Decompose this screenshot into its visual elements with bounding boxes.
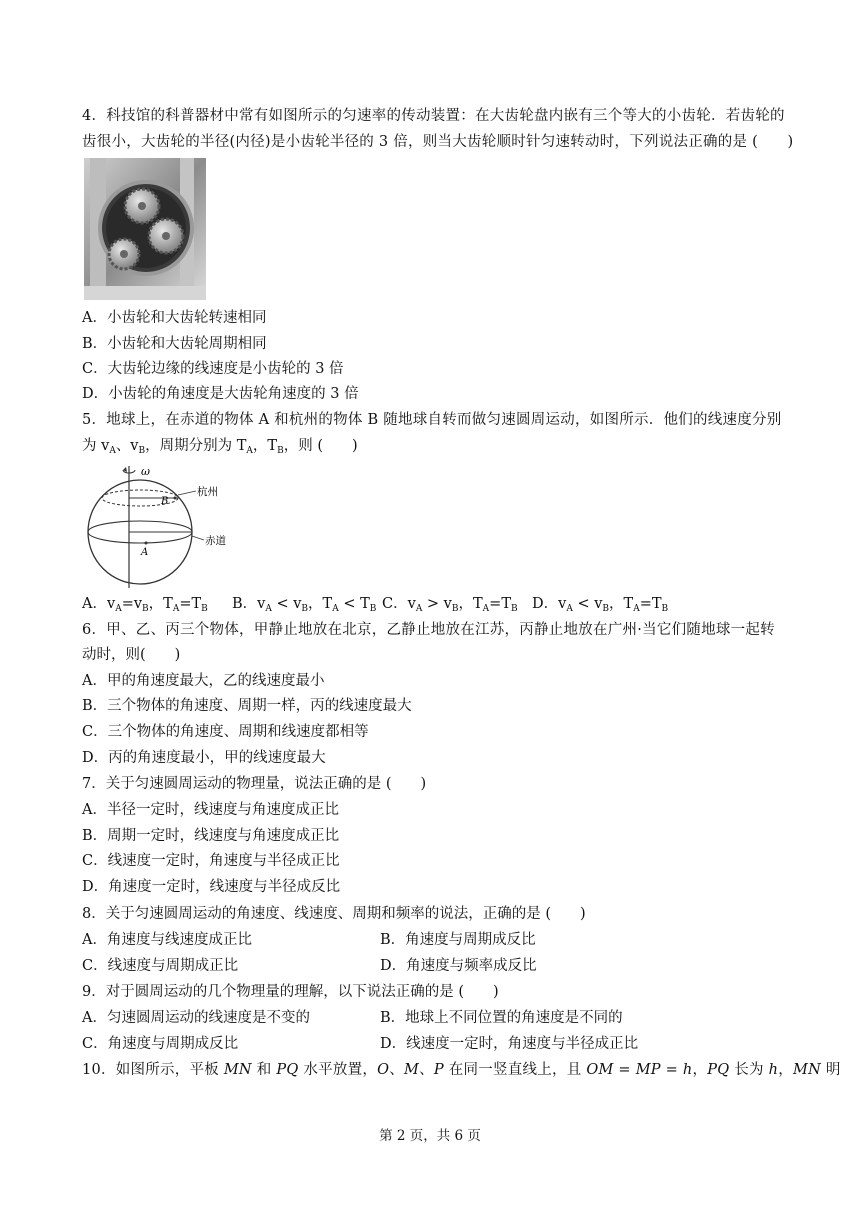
q4-stem-line2: 齿很小，大齿轮的半径(内径)是小齿轮半径的 3 倍，则当大齿轮顺时针匀速转动时，下列说法正确的是 ( ) — [82, 134, 794, 150]
q9-option-c: C．角速度与周期成反比 — [82, 1036, 239, 1052]
q4-option-b: B．小齿轮和大齿轮周期相同 — [82, 336, 267, 352]
q5-option-a: A．$v_A=v_B$，$T_A=T_B$ — [82, 596, 208, 614]
q5-option-c: C．$v_A > v_B$，$T_A=T_B$ — [382, 596, 518, 614]
q9-option-b: B．地球上不同位置的角速度是不同的 — [380, 1010, 623, 1026]
q4-stem-line1: 4．科技馆的科普器材中常有如图所示的匀速率的传动装置：在大齿轮盘内嵌有三个等大的小齿轮．若齿轮的 — [82, 108, 785, 124]
earth-figure — [82, 462, 232, 590]
q5-option-b: B．$v_A < v_B$，$T_A < T_B$ — [232, 596, 377, 614]
q8-stem: 8．关于匀速圆周运动的角速度、线速度、周期和频率的说法，正确的是 ( ) — [82, 906, 586, 922]
page-footer: 第 2 页，共 6 页 — [379, 1128, 481, 1144]
q6-option-b: B．三个物体的角速度、周期一样，丙的线速度最大 — [82, 698, 412, 714]
gear-figure — [84, 158, 206, 300]
q7-option-d: D．角速度一定时，线速度与半径成反比 — [82, 879, 341, 895]
q5-stem-line1: 5．地球上，在赤道的物体 A 和杭州的物体 B 随地球自转而做匀速圆周运动，如图所示．他们的线速度分别 — [82, 412, 782, 428]
q6-option-c: C．三个物体的角速度、周期和线速度都相等 — [82, 724, 369, 740]
q5-option-d: D．$v_A < v_B$，$T_A=T_B$ — [532, 596, 669, 614]
hangzhou-label: 杭州 — [197, 486, 218, 498]
q6-stem-line1: 6．甲、乙、丙三个物体，甲静止地放在北京，乙静止地放在江苏，丙静止地放在广州·当它们随地球一起转 — [82, 622, 775, 638]
q7-option-c: C．线速度一定时，角速度与半径成正比 — [82, 853, 340, 869]
q6-option-a: A．甲的角速度最大，乙的线速度最小 — [82, 673, 325, 689]
q9-stem: 9．对于圆周运动的几个物理量的理解，以下说法正确的是 ( ) — [82, 984, 499, 1000]
q7-option-a: A．半径一定时，线速度与角速度成正比 — [82, 802, 339, 818]
q10-stem: 10．如图所示，平板 MN 和 PQ 水平放置，O、M、P 在同一竖直线上，且 OM = MP = h，PQ 长为 h，MN 明 — [82, 1062, 841, 1078]
q5-stem-line2: 为 $v_A$、$v_B$，周期分别为 $T_A$，$T_B$，则 ( ) — [82, 438, 358, 456]
point-a-label: A — [141, 547, 149, 558]
omega-label: ω — [141, 465, 150, 478]
point-b-label: B — [161, 496, 169, 507]
q4-option-d: D．小齿轮的角速度是大齿轮角速度的 3 倍 — [82, 386, 359, 402]
q7-stem: 7．关于匀速圆周运动的物理量，说法正确的是 ( ) — [82, 776, 427, 792]
q9-option-d: D．线速度一定时，角速度与半径成正比 — [380, 1036, 639, 1052]
q8-option-d: D．角速度与频率成反比 — [380, 958, 537, 974]
q6-option-d: D．丙的角速度最小，甲的线速度最大 — [82, 750, 326, 766]
q4-option-a: A．小齿轮和大齿轮转速相同 — [82, 310, 267, 326]
q8-option-c: C．线速度与周期成正比 — [82, 958, 239, 974]
q6-stem-line2: 动时，则( ) — [82, 647, 181, 663]
equator-label: 赤道 — [205, 535, 226, 547]
q7-option-b: B．周期一定时，线速度与角速度成正比 — [82, 828, 340, 844]
q4-option-c: C．大齿轮边缘的线速度是小齿轮的 3 倍 — [82, 361, 344, 377]
q9-option-a: A．匀速圆周运动的线速度是不变的 — [82, 1010, 310, 1026]
q8-option-a: A．角速度与线速度成正比 — [82, 932, 252, 948]
q8-option-b: B．角速度与周期成反比 — [380, 932, 536, 948]
